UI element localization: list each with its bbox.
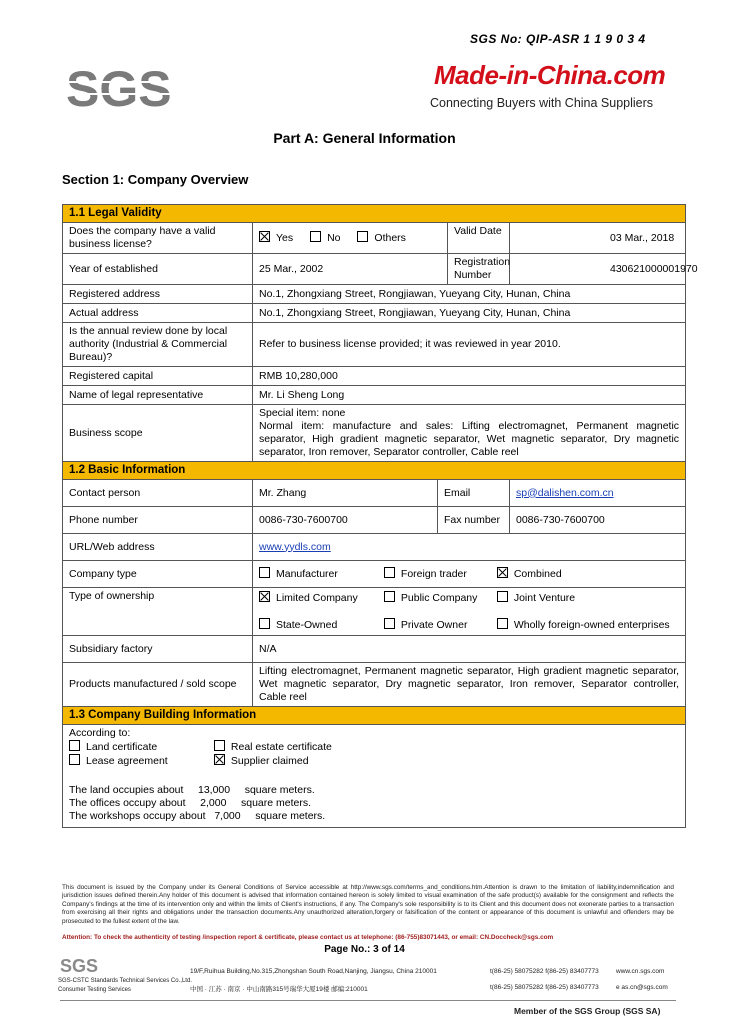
wholly-foreign-label: Wholly foreign-owned enterprises — [513, 619, 670, 631]
foreign-trader-label: Foreign trader — [400, 568, 467, 580]
page-number: Page No.: 3 of 14 — [324, 944, 405, 955]
limited-company-label: Limited Company — [276, 592, 358, 604]
scope-normal: Normal item: manufacture and sales: Lifting electromagnet, Permanent magnetic separator, High gradient magnetic separator, Wet magnetic separator, Dry magnetic separator, Iron remover, Separator controller, Cable reel — [259, 420, 680, 458]
valid-date: 03 Mar., 2018 — [510, 223, 686, 254]
attention-text: Attention: To check the authenticity of testing /inspection report & certificate, please contact us at telephone: (86-755)83071443, or email: CN.Doccheck@sgs.com — [62, 934, 554, 941]
reg-addr-value: No.1, Zhongxiang Street, Rongjiawan, Yueyang City, Hunan, China — [253, 285, 686, 304]
review-value: Refer to business license provided; it was reviewed in year 2010. — [253, 323, 686, 367]
telephone-2: t(86-25) 58075282 f(86-25) 83407773 — [490, 984, 599, 991]
land-certificate-checkbox[interactable] — [69, 740, 80, 751]
license-question: Does the company have a valid business license? — [63, 223, 253, 254]
scope-value — [253, 405, 686, 462]
contact-value: Mr. Zhang — [253, 480, 438, 507]
svg-text:SGS: SGS — [66, 62, 172, 114]
fax-label: Fax number — [438, 507, 510, 534]
sgs-cstc-name: SGS-CSTC Standards Technical Services Co.,Ltd. — [58, 978, 192, 984]
website: www.cn.sgs.com — [616, 968, 665, 975]
url-cell — [253, 534, 686, 561]
phone-label: Phone number — [63, 507, 253, 534]
email-cell — [510, 480, 686, 507]
products-value: Lifting electromagnet, Permanent magnetic separator, High gradient magnetic separator, Wet magnetic separator, Dry magnetic separator, Iron remover, Separator controller, Cable reel — [253, 663, 686, 707]
legal-validity-heading: 1.1 Legal Validity — [63, 205, 686, 223]
company-overview-table — [62, 204, 698, 828]
disclaimer-text: This document is issued by the Company under its General Conditions of Service accessible at http://www.sgs.com/terms_and_conditions.htm.Attention is drawn to the limitation of liability,indemnification and jurisdiction issues defined therein.Any holder of this document is advised that information contained hereon is solely limited to visual examination of the safe product(s) available for the consignment and reflects the Company's findings at the time of its intervention only and within the limits of Client's instructions, if any. The Company's sole responsibility is to its Client and this document does not exonerate parties to a transaction from exercising all their rights and obligations under the transaction documents.Any unauthorized alteration,forgery or falsification of the content or appearance of this document is unlawful and offenders may be prosecuted to the fullest extent of the law. — [62, 884, 674, 925]
public-company-checkbox[interactable] — [384, 591, 395, 602]
private-owner-checkbox[interactable] — [384, 618, 395, 629]
address-en: 19/F,Ruihua Building,No.315,Zhongshan South Road,Nanjing, Jiangsu, China 210001 — [190, 968, 437, 975]
fax-value: 0086-730-7600700 — [510, 507, 686, 534]
reg-addr-label: Registered address — [63, 285, 253, 304]
capital-value: RMB 10,280,000 — [253, 367, 686, 386]
capital-label: Registered capital — [63, 367, 253, 386]
real-estate-checkbox[interactable] — [214, 740, 225, 751]
actual-addr-label: Actual address — [63, 304, 253, 323]
joint-venture-label: Joint Venture — [513, 592, 576, 604]
lease-agreement-label: Lease agreement — [86, 755, 168, 767]
valid-date-label: Valid Date — [448, 223, 510, 254]
others-checkbox[interactable] — [357, 231, 368, 242]
manufacturer-checkbox[interactable] — [259, 567, 270, 578]
combined-label: Combined — [513, 568, 562, 580]
public-company-label: Public Company — [400, 592, 478, 604]
land-area: The land occupies about 13,000 square meters. — [69, 784, 315, 796]
rep-value: Mr. Li Sheng Long — [253, 386, 686, 405]
page-title: Part A: General Information — [273, 130, 456, 146]
state-owned-label: State-Owned — [276, 619, 338, 631]
manufacturer-label: Manufacturer — [276, 568, 338, 580]
sgs-cstc-division: Consumer Testing Services — [58, 987, 131, 993]
basic-info-heading: 1.2 Basic Information — [63, 462, 686, 480]
reg-no-label: Registration Number — [448, 254, 510, 285]
lease-agreement-checkbox[interactable] — [69, 754, 80, 765]
mic-tagline: Connecting Buyers with China Suppliers — [430, 96, 654, 110]
url-link[interactable]: www.yydls.com — [259, 540, 331, 553]
footer-email: e as.cn@sgs.com — [616, 984, 668, 991]
supplier-claimed-checkbox[interactable] — [214, 754, 225, 765]
wholly-foreign-checkbox[interactable] — [497, 618, 508, 629]
subsidiary-value: N/A — [253, 636, 686, 663]
email-label: Email — [438, 480, 510, 507]
sgs-number: SGS No: QIP-ASR 1 1 9 0 3 4 — [470, 32, 646, 46]
according-to: According to: — [69, 727, 131, 739]
sgs-member-note: Member of the SGS Group (SGS SA) — [514, 1006, 661, 1016]
yes-label: Yes — [276, 232, 294, 244]
actual-addr-value: No.1, Zhongxiang Street, Rongjiawan, Yueyang City, Hunan, China — [253, 304, 686, 323]
joint-venture-checkbox[interactable] — [497, 591, 508, 602]
workshop-area: The workshops occupy about 7,000 square meters. — [69, 810, 326, 822]
limited-company-checkbox[interactable] — [259, 591, 270, 602]
made-in-china-logo — [430, 60, 670, 116]
footer-divider — [60, 1000, 676, 1001]
telephone-1: t(86-25) 58075282 f(86-25) 83407773 — [490, 968, 599, 975]
reg-no-value: 430621000001970 — [510, 254, 686, 285]
private-owner-label: Private Owner — [400, 619, 468, 631]
ownership-label: Type of ownership — [63, 588, 253, 636]
office-area: The offices occupy about 2,000 square meters. — [69, 797, 312, 809]
land-certificate-label: Land certificate — [86, 741, 158, 753]
supplier-claimed-label: Supplier claimed — [230, 755, 309, 767]
review-label: Is the annual review done by local authority (Industrial & Commercial Bureau)? — [63, 323, 253, 367]
contact-label: Contact person — [63, 480, 253, 507]
ownership-options — [253, 588, 686, 636]
subsidiary-label: Subsidiary factory — [63, 636, 253, 663]
scope-special: Special item: none — [259, 407, 346, 419]
no-label: No — [327, 232, 341, 244]
url-label: URL/Web address — [63, 534, 253, 561]
section-title: Section 1: Company Overview — [62, 172, 249, 187]
state-owned-checkbox[interactable] — [259, 618, 270, 629]
scope-label: Business scope — [63, 405, 253, 462]
year-label: Year of established — [63, 254, 253, 285]
address-cn: 中国 · 江苏 · 南京 · 中山南路315号瑞华大厦19楼 邮编:210001 — [190, 986, 368, 993]
products-label: Products manufactured / sold scope — [63, 663, 253, 707]
combined-checkbox[interactable] — [497, 567, 508, 578]
phone-value: 0086-730-7600700 — [253, 507, 438, 534]
sgs-logo — [66, 62, 172, 114]
foreign-trader-checkbox[interactable] — [384, 567, 395, 578]
others-label: Others — [374, 232, 406, 244]
rep-label: Name of legal representative — [63, 386, 253, 405]
real-estate-label: Real estate certificate — [230, 741, 332, 753]
year-value: 25 Mar., 2002 — [253, 254, 448, 285]
type-options — [253, 561, 686, 588]
footer-sgs-logo: SGS — [60, 956, 99, 976]
footer-contact-bar — [60, 956, 676, 996]
license-options — [253, 223, 448, 254]
type-label: Company type — [63, 561, 253, 588]
mic-wordmark: Made-in-China.com — [434, 60, 666, 90]
building-info-heading: 1.3 Company Building Information — [63, 707, 686, 725]
building-info-body — [63, 725, 686, 828]
email-link[interactable]: sp@dalishen.com.cn — [516, 486, 614, 499]
yes-checkbox[interactable] — [259, 231, 270, 242]
no-checkbox[interactable] — [310, 231, 321, 242]
